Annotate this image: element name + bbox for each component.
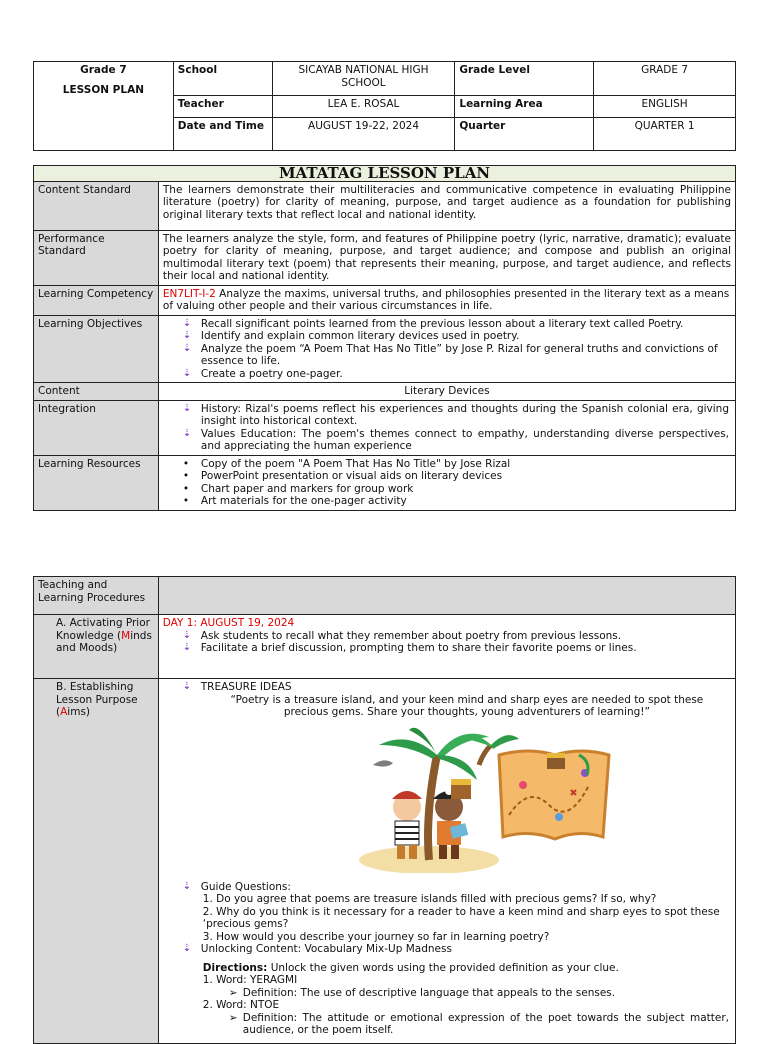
- content-standard-label: Content Standard: [34, 181, 159, 230]
- learning-resources-label: Learning Resources: [34, 455, 159, 510]
- learning-objectives-label: Learning Objectives: [34, 315, 159, 383]
- resources-list: [163, 458, 731, 508]
- arrowhead-bullet-icon: [229, 1012, 238, 1025]
- content-label: Content: [34, 383, 159, 401]
- integration-list: [163, 403, 729, 453]
- guide-questions-title: Guide Questions:: [200, 880, 291, 893]
- grade-level-value: GRADE 7: [594, 62, 736, 96]
- arrow-bullet-icon: [183, 881, 191, 894]
- list-item: • Chart paper and markers for group work: [163, 483, 731, 496]
- integration-cell: [158, 400, 735, 455]
- teacher-value: LEA E. ROSAL: [272, 96, 455, 118]
- dot-bullet-icon: [183, 458, 189, 471]
- performance-standard-text: The learners analyze the style, form, and features of Philippine poetry (lyric, narrative, dramatic); evaluate poetry for clarity of meaning, purpose, and target audience; and compose and publish an original multimodal literary text (poem) that represents their meaning, purpose, and target audience, and reflects their local and national identity.: [158, 230, 735, 285]
- list-item: • PowerPoint presentation or visual aids on literary devices: [163, 470, 731, 483]
- word-2: 2. Word: NTOE: [202, 999, 280, 1011]
- establishing-purpose-label: B. Establishing Lesson Purpose (Aims): [34, 679, 159, 1044]
- competency-code: EN7LIT-I-2: [162, 287, 216, 300]
- procedures-header-label: Teaching and Learning Procedures: [34, 577, 159, 615]
- objectives-list: [163, 318, 729, 381]
- arrow-bullet-icon: [183, 642, 191, 655]
- treasure-quote: “Poetry is a treasure island, and your keen mind and sharp eyes are needed to spot these precious gems. Share your thoughts, young adventurers of learning!”: [230, 693, 704, 718]
- unlocking-content: Unlocking Content: Vocabulary Mix-Up Madness: [200, 943, 452, 955]
- list-item: [163, 881, 731, 894]
- dot-bullet-icon: [183, 470, 189, 483]
- lesson-plan-table: [33, 165, 736, 511]
- grade-label: Grade 7: [80, 64, 127, 76]
- list-item: ⇣ Facilitate a brief discussion, prompting them to share their favorite poems or lines.: [163, 642, 731, 655]
- dot-bullet-icon: [183, 483, 189, 496]
- list-item: [163, 943, 731, 956]
- quarter-label: Quarter: [455, 118, 594, 151]
- day-label: DAY 1: AUGUST 19, 2024: [162, 617, 295, 629]
- list-item: • Art materials for the one-pager activity: [163, 495, 731, 508]
- guide-question-1: 1. Do you agree that poems are treasure islands filled with precious gems? If so, why?: [202, 893, 657, 905]
- arrow-bullet-icon: [183, 403, 191, 416]
- date-time-label: Date and Time: [173, 118, 272, 151]
- list-item: [163, 681, 731, 694]
- word-1: 1. Word: YERAGMI: [202, 974, 298, 986]
- performance-standard-label: Performance Standard: [34, 230, 159, 285]
- learning-competency-label: Learning Competency: [34, 285, 159, 315]
- activating-prior-knowledge-cell: [158, 615, 735, 679]
- learning-competency-text: [158, 285, 735, 315]
- list-item: ⇣ Recall significant points learned from the previous lesson about a literary text called Poetry.: [163, 318, 729, 331]
- grade-lesson-plan-cell: [34, 62, 174, 151]
- arrowhead-bullet-icon: [229, 987, 238, 1000]
- arrow-bullet-icon: [183, 368, 191, 381]
- pirate-kids-island-image: [359, 725, 615, 873]
- activating-list: [163, 630, 731, 655]
- arrow-bullet-icon: [183, 630, 191, 643]
- school-value: SICAYAB NATIONAL HIGH SCHOOL: [272, 62, 455, 96]
- header-table: [33, 61, 736, 151]
- procedures-header-blank: [158, 577, 735, 615]
- quarter-value: QUARTER 1: [594, 118, 736, 151]
- content-value: Literary Devices: [158, 383, 735, 401]
- competency-description: Analyze the maxims, universal truths, and philosophies presented in the literary text as a means of valuing other people and their various circumstances in life.: [162, 287, 730, 312]
- arrow-bullet-icon: [183, 318, 191, 331]
- date-time-value: AUGUST 19-22, 2024: [272, 118, 455, 151]
- list-item: • Copy of the poem "A Poem That Has No Title" by Jose Rizal: [163, 458, 731, 471]
- treasure-title: TREASURE IDEAS: [200, 681, 292, 693]
- arrow-bullet-icon: [183, 330, 191, 343]
- integration-label: Integration: [34, 400, 159, 455]
- guide-question-2: 2. Why do you think is it necessary for a reader to have a keen mind and sharp eyes to spot these ‘precious gems?: [202, 905, 720, 930]
- definition-1: ➢ Definition: The use of descriptive language that appeals to the senses.: [163, 987, 731, 1000]
- learning-resources-cell: [158, 455, 735, 510]
- list-item: ⇣ Ask students to recall what they remember about poetry from previous lessons.: [163, 630, 731, 643]
- learning-objectives-cell: [158, 315, 735, 383]
- arrow-bullet-icon: [183, 343, 191, 356]
- guide-question-3: 3. How would you describe your journey so far in learning poetry?: [202, 930, 550, 943]
- school-label: School: [173, 62, 272, 96]
- establishing-purpose-cell: [158, 679, 735, 1044]
- activating-prior-knowledge-label: A. Activating Prior Knowledge (Minds and Moods): [34, 615, 159, 679]
- teacher-label: Teacher: [173, 96, 272, 118]
- list-item: ⇣ Values Education: The poem's themes connect to empathy, understanding diverse perspectives, and appreciating the human experience: [163, 428, 729, 453]
- list-item: ⇣ Create a poetry one-pager.: [163, 368, 729, 381]
- procedures-table: [33, 576, 736, 1044]
- list-item: ⇣ Analyze the poem “A Poem That Has No Title” by Jose P. Rizal for general truths and convictions of essence to life.: [163, 343, 729, 368]
- learning-area-value: ENGLISH: [594, 96, 736, 118]
- list-item: ⇣ History: Rizal's poems reflect his experiences and thoughts during the Spanish colonial era, giving insight into historical context.: [163, 403, 729, 428]
- directions: Directions: Unlock the given words using the provided definition as your clue.: [202, 961, 619, 974]
- definition-2: ➢ Definition: The attitude or emotional expression of the poet towards the subject matter, audience, or the poem itself.: [163, 1012, 731, 1037]
- grade-level-label: Grade Level: [455, 62, 594, 96]
- lesson-plan-label: LESSON PLAN: [62, 83, 144, 96]
- arrow-bullet-icon: [183, 681, 191, 694]
- pirate-treasure-illustration: [359, 725, 615, 873]
- content-standard-text: The learners demonstrate their multiliteracies and communicative competence in evaluating Philippine literature (poetry) for clarity of meaning, purpose, and target audience as a foundation for publishing original literary texts that reflect local and national identity.: [158, 181, 735, 230]
- arrow-bullet-icon: [183, 428, 191, 441]
- list-item: ⇣ Identify and explain common literary devices used in poetry.: [163, 330, 729, 343]
- learning-area-label: Learning Area: [455, 96, 594, 118]
- dot-bullet-icon: [183, 495, 189, 508]
- arrow-bullet-icon: [183, 943, 191, 956]
- lesson-plan-title: MATATAG LESSON PLAN: [34, 166, 736, 182]
